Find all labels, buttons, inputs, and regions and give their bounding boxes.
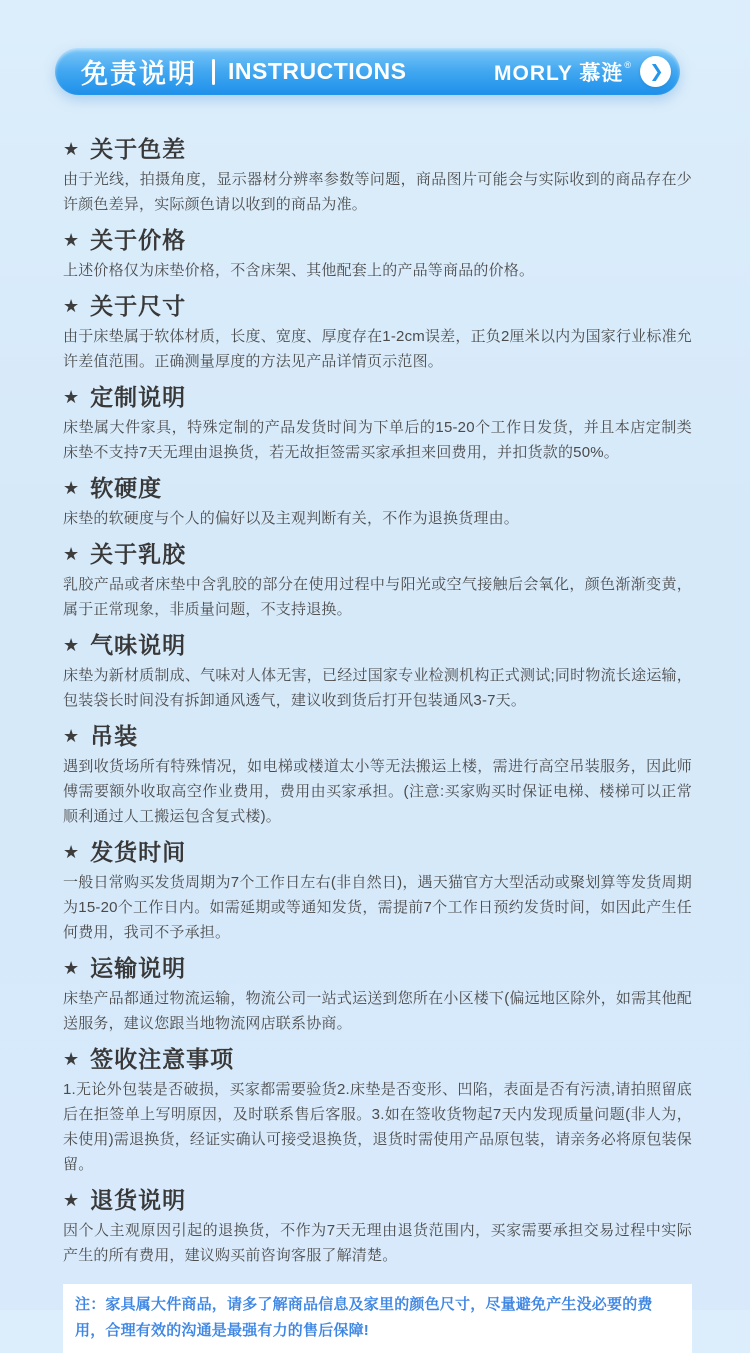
section-firmness bbox=[63, 474, 692, 531]
section-heading bbox=[63, 540, 692, 568]
section-body: 床垫产品都通过物流运输，物流公司一站式运送到您所在小区楼下(偏远地区除外，如需其他配送服务，建议您跟当地物流网店联系协商。 bbox=[63, 990, 692, 1032]
section-title: 气味说明 bbox=[90, 632, 187, 658]
star-icon: ★ bbox=[63, 726, 80, 746]
section-title: 关于尺寸 bbox=[90, 293, 187, 319]
section-title: 定制说明 bbox=[90, 384, 187, 410]
star-icon: ★ bbox=[63, 139, 80, 159]
section-heading bbox=[63, 722, 692, 750]
section-heading bbox=[63, 135, 692, 163]
section-heading bbox=[63, 383, 692, 411]
section-title: 关于价格 bbox=[90, 227, 187, 253]
section-returns bbox=[63, 1186, 692, 1268]
section-body: 因个人主观原因引起的退换货，不作为7天无理由退货范围内，买家需要承担交易过程中实际产生的所有费用，建议购买前咨询客服了解清楚。 bbox=[63, 1222, 692, 1264]
section-body: 上述价格仅为床垫价格，不含床架、其他配套上的产品等商品的价格。 bbox=[63, 262, 535, 279]
header bbox=[0, 0, 750, 95]
section-heading bbox=[63, 226, 692, 254]
section-body: 床垫属大件家具，特殊定制的产品发货时间为下单后的15-20个工作日发货，并且本店定制类床垫不支持7天无理由退换货，若无故拒签需买家承担来回费用，并扣货款的50%。 bbox=[63, 419, 692, 461]
section-customization bbox=[63, 383, 692, 465]
section-body: 一般日常购买发货周期为7个工作日左右(非自然日)，遇天猫官方大型活动或聚划算等发货周期为15-20个工作日内。如需延期或等通知发货，需提前7个工作日预约发货时间，如因此产生任何费用，我司不予承担。 bbox=[63, 874, 692, 941]
section-odor bbox=[63, 631, 692, 713]
section-title: 退货说明 bbox=[90, 1187, 187, 1213]
star-icon: ★ bbox=[63, 544, 80, 564]
chevron-right-icon: ❯ bbox=[649, 62, 664, 81]
section-body: 遇到收货场所有特殊情况，如电梯或楼道太小等无法搬运上楼，需进行高空吊装服务，因此师傅需要额外收取高空作业费用，费用由买家承担。(注意:买家购买时保证电梯、楼梯可以正常顺利通过人工搬运包含复式楼)。 bbox=[63, 758, 692, 825]
star-icon: ★ bbox=[63, 1190, 80, 1210]
footer-note: 注：家具属大件商品，请多了解商品信息及家里的颜色尺寸，尽量避免产生没必要的费用，合理有效的沟通是最强有力的售后保障! bbox=[63, 1284, 692, 1353]
star-icon: ★ bbox=[63, 230, 80, 250]
title-divider bbox=[212, 59, 215, 85]
section-heading bbox=[63, 474, 692, 502]
page-title-en: INSTRUCTIONS bbox=[228, 58, 407, 84]
section-title: 关于乳胶 bbox=[90, 541, 187, 567]
section-receipt-notes bbox=[63, 1045, 692, 1177]
section-body: 由于光线，拍摄角度，显示器材分辨率参数等问题，商品图片可能会与实际收到的商品存在少许颜色差异，实际颜色请以收到的商品为准。 bbox=[63, 171, 692, 213]
section-heading bbox=[63, 838, 692, 866]
section-shipping-time bbox=[63, 838, 692, 945]
star-icon: ★ bbox=[63, 296, 80, 316]
section-color-difference bbox=[63, 135, 692, 217]
section-body: 床垫为新材质制成、气味对人体无害，已经过国家专业检测机构正式测试;同时物流长途运输，包装袋长时间没有拆卸通风透气，建议收到货后打开包装通风3-7天。 bbox=[63, 667, 692, 709]
page-title-cn: 免责说明 bbox=[81, 59, 197, 89]
brand-logo bbox=[494, 56, 671, 87]
section-transport bbox=[63, 954, 692, 1036]
section-title: 签收注意事项 bbox=[90, 1046, 235, 1072]
sections-list bbox=[0, 95, 750, 1268]
star-icon: ★ bbox=[63, 478, 80, 498]
section-title: 吊装 bbox=[90, 723, 139, 749]
section-body: 由于床垫属于软体材质，长度、宽度、厚度存在1-2cm误差，正负2厘米以内为国家行业标准允许差值范围。正确测量厚度的方法见产品详情页示范图。 bbox=[63, 328, 692, 370]
section-heading bbox=[63, 954, 692, 982]
section-latex bbox=[63, 540, 692, 622]
section-body: 1.无论外包装是否破损，买家都需要验货2.床垫是否变形、凹陷，表面是否有污渍,请拍照留底后在拒签单上写明原因，及时联系售后客服。3.如在签收货物起7天内发现质量问题(非人为，未使用)需退换货，经证实确认可接受退换货，退货时需使用产品原包装，请亲务必将原包装保留。 bbox=[63, 1081, 692, 1173]
section-body: 床垫的软硬度与个人的偏好以及主观判断有关，不作为退换货理由。 bbox=[63, 510, 520, 527]
section-title: 软硬度 bbox=[90, 475, 163, 501]
section-heading bbox=[63, 292, 692, 320]
section-title: 关于色差 bbox=[90, 136, 187, 162]
trademark-symbol: ® bbox=[624, 59, 631, 70]
section-body: 乳胶产品或者床垫中含乳胶的部分在使用过程中与阳光或空气接触后会氧化，颜色渐渐变黄，属于正常现象，非质量问题，不支持退换。 bbox=[63, 576, 692, 618]
star-icon: ★ bbox=[63, 842, 80, 862]
section-heading bbox=[63, 1045, 692, 1073]
section-heading bbox=[63, 631, 692, 659]
section-dimensions bbox=[63, 292, 692, 374]
section-price bbox=[63, 226, 692, 283]
star-icon: ★ bbox=[63, 635, 80, 655]
section-heading bbox=[63, 1186, 692, 1214]
section-title: 发货时间 bbox=[90, 839, 187, 865]
section-hoisting bbox=[63, 722, 692, 829]
star-icon: ★ bbox=[63, 387, 80, 407]
arrow-circle-button[interactable] bbox=[640, 56, 671, 87]
section-title: 运输说明 bbox=[90, 955, 187, 981]
header-pill bbox=[55, 48, 680, 95]
star-icon: ★ bbox=[63, 958, 80, 978]
brand-name: MORLY 慕涟 bbox=[494, 61, 624, 85]
star-icon: ★ bbox=[63, 1049, 80, 1069]
